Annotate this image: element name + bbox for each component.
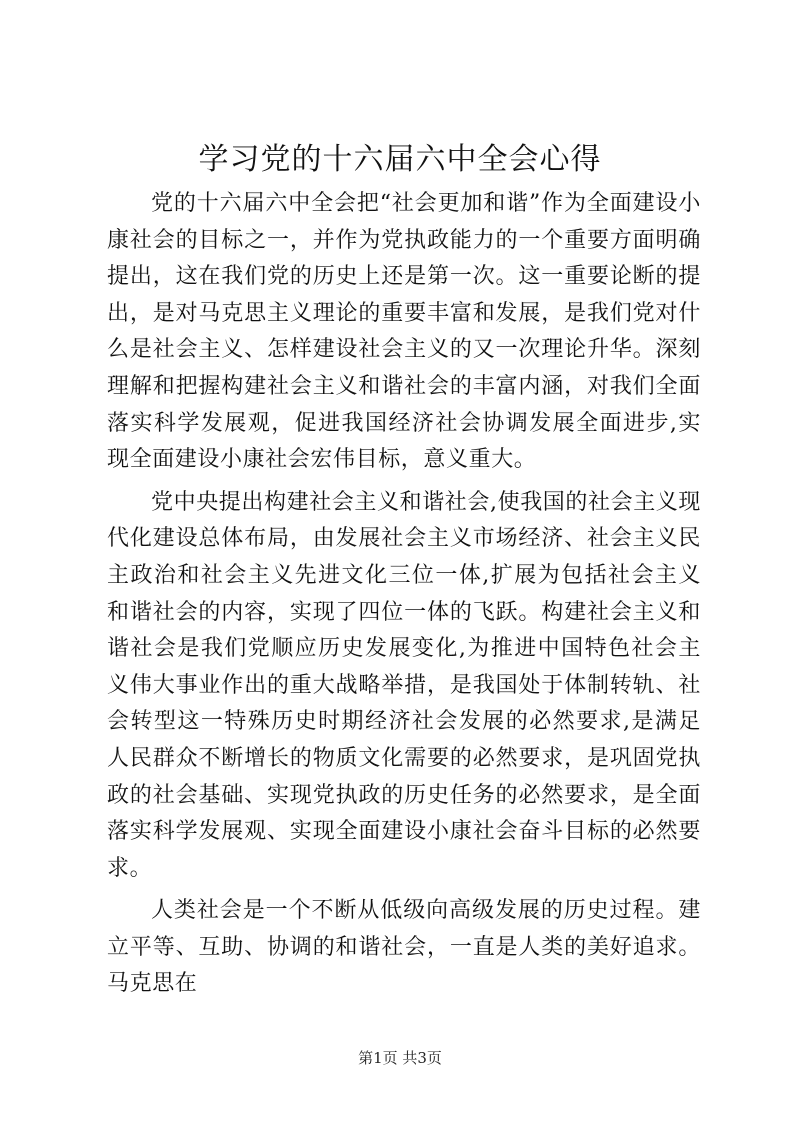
paragraph: 党的十六届六中全会把“社会更加和谐”作为全面建设小康社会的目标之一，并作为党执政能力的一个重要方面明确提出，这在我们党的历史上还是第一次。这一重要论断的提出，是对马克思主义理论的重要丰富和发展，是我们党对什么是社会主义、怎样建设社会主义的又一次理论升华。深刻理解和把握构建社会主义和谐社会的丰富内涵，对我们全面落实科学发展观，促进我国经济社会协调发展全面进步,实现全面建设小康社会宏伟目标，意义重大。 [107, 191, 701, 473]
paragraph: 人类社会是一个不断从低级向高级发展的历史过程。建立平等、互助、协调的和谐社会，一直是人类的美好追求。马克思在 [107, 898, 701, 997]
paragraph: 党中央提出构建社会主义和谐社会,使我国的社会主义现代化建设总体布局，由发展社会主义市场经济、社会主义民主政治和社会主义先进文化三位一体,扩展为包括社会主义和谐社会的内容，实现了四位一体的飞跃。构建社会主义和谐社会是我们党顺应历史发展变化,为推进中国特色社会主义伟大事业作出的重大战略举措，是我国处于体制转轨、社会转型这一特殊历史时期经济社会发展的必然要求,是满足人民群众不断增长的物质文化需要的必然要求，是巩固党执政的社会基础、实现党执政的历史任务的必然要求，是全面落实科学发展观、实现全面建设小康社会奋斗目标的必然要求。 [107, 489, 701, 881]
document-title: 学习党的十六届六中全会心得 [198, 142, 602, 177]
page-footer: 第1页 共3页 [358, 1049, 442, 1067]
document-body [107, 186, 701, 1003]
